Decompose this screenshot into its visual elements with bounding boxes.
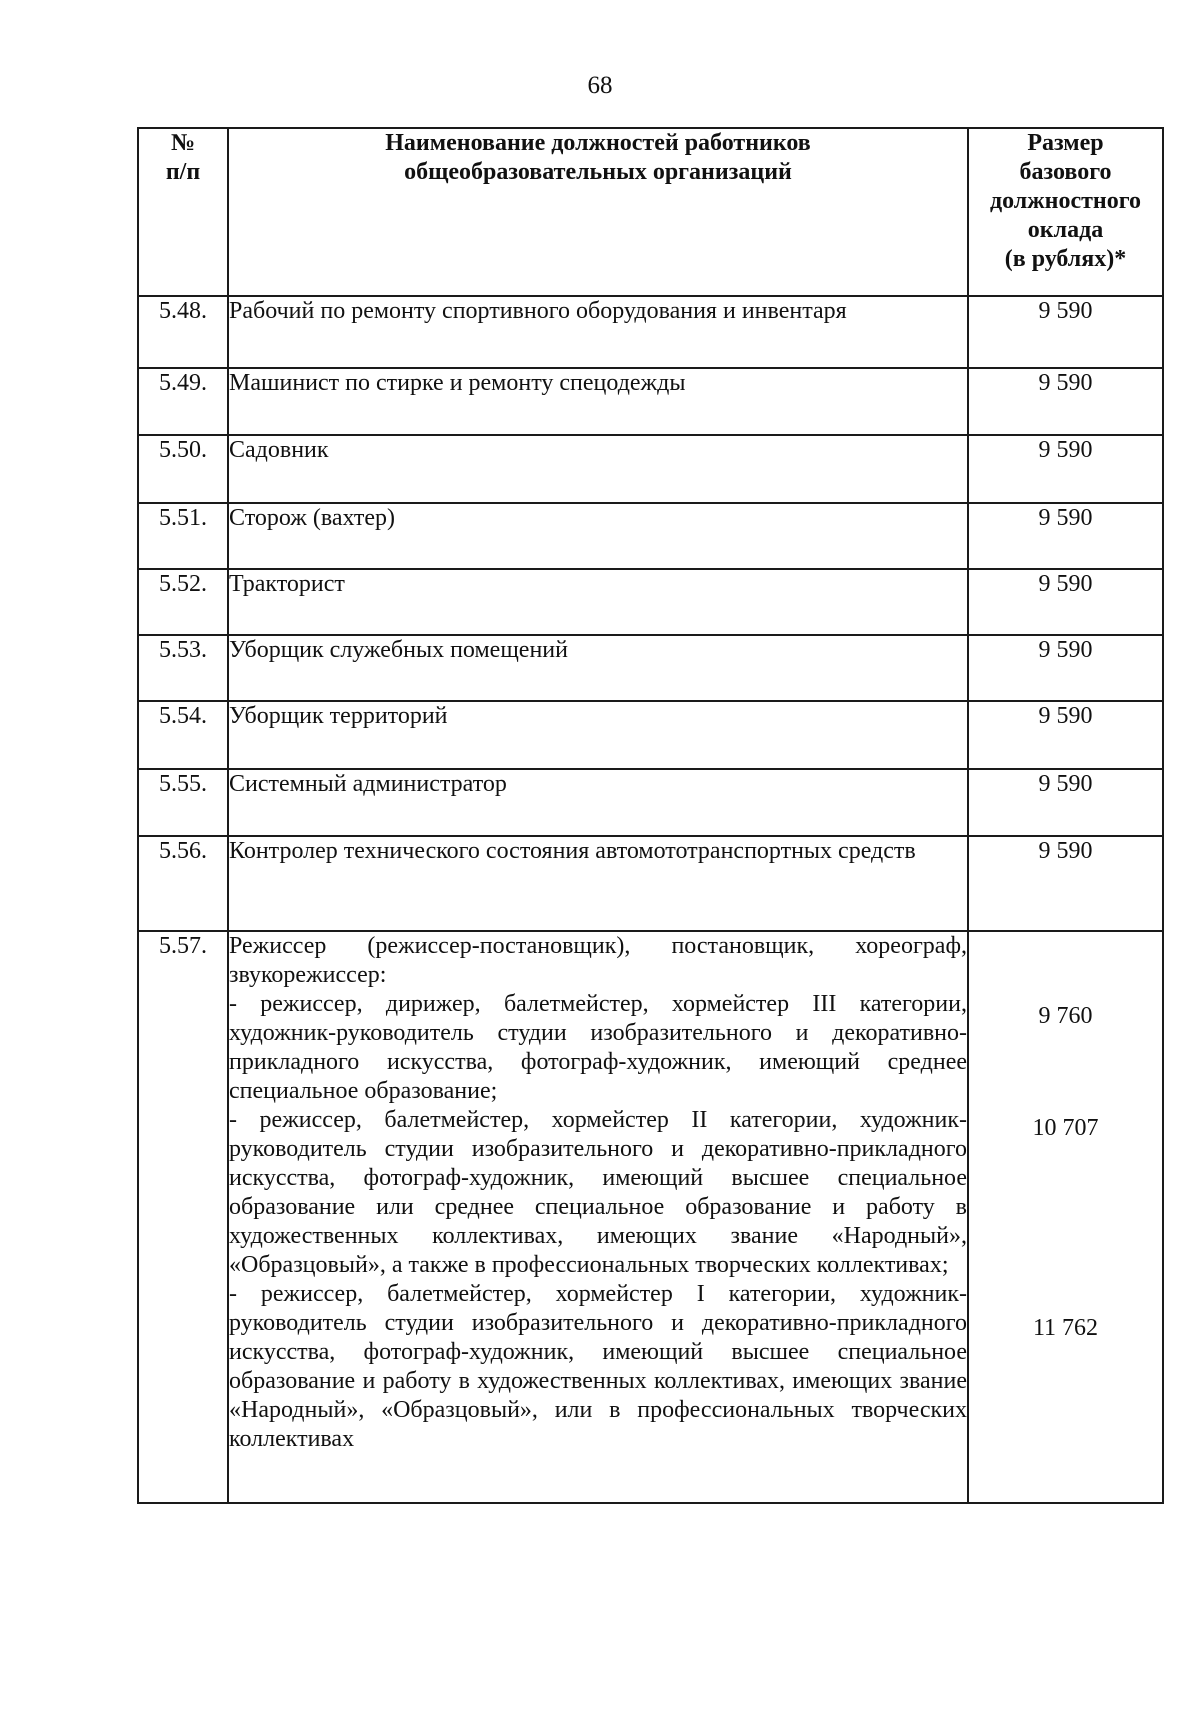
row-number: 5.49. (138, 368, 228, 435)
table-header-row (138, 128, 1163, 296)
page-number: 68 (587, 72, 613, 99)
position-group-intro: Режиссер (режиссер-постановщик), постановщик, хореограф, звукорежиссер: (229, 933, 967, 988)
position-subitem: - режиссер, балетмейстер, хормейстер II категории, художник-руководитель студии изобразительного и декоративно-прикладного искусства, фотограф-художник, имеющий высшее специальное образование или среднее специальное образование и работу в художественных коллективах, имеющих звание «Народный», «Образцовый», а также в профессиональных творческих коллективах; (229, 1107, 967, 1278)
row-number: 5.54. (138, 701, 228, 769)
row-salary: 9 760 (1038, 1003, 1093, 1029)
header-number (138, 128, 228, 296)
header-name-line: Наименование должностей работников (385, 130, 811, 156)
row-position-name: Сторож (вахтер) (228, 503, 968, 569)
table-row (138, 569, 1163, 635)
row-position-name: Уборщик служебных помещений (228, 635, 968, 701)
row-position-name: Уборщик территорий (228, 701, 968, 769)
header-salary-line: должностного (989, 188, 1142, 214)
row-salary: 9 590 (968, 701, 1163, 769)
row-number: 5.56. (138, 836, 228, 931)
row-position-name (228, 931, 968, 1503)
header-number-line: п/п (165, 159, 201, 185)
table-row (138, 701, 1163, 769)
row-position-name: Контролер технического состояния автомототранспортных средств (228, 836, 968, 931)
row-number: 5.48. (138, 296, 228, 368)
row-salary: 10 707 (1032, 1115, 1099, 1141)
header-position-name (228, 128, 968, 296)
row-number: 5.55. (138, 769, 228, 836)
header-salary-line: Размер (1027, 130, 1104, 156)
row-position-name: Садовник (228, 435, 968, 503)
table-row (138, 836, 1163, 931)
header-name-line: общеобразовательных организаций (404, 159, 792, 185)
row-salary: 11 762 (1032, 1315, 1099, 1341)
row-number: 5.57. (138, 931, 228, 1503)
row-position-name: Рабочий по ремонту спортивного оборудования и инвентаря (228, 296, 968, 368)
table-row (138, 296, 1163, 368)
row-salary: 9 590 (968, 435, 1163, 503)
header-salary-line: (в рублях)* (1004, 246, 1127, 272)
row-number: 5.50. (138, 435, 228, 503)
table-row (138, 769, 1163, 836)
row-position-name: Машинист по стирке и ремонту спецодежды (228, 368, 968, 435)
row-salary: 9 590 (968, 296, 1163, 368)
table-row (138, 435, 1163, 503)
row-number: 5.53. (138, 635, 228, 701)
row-salary: 9 590 (968, 836, 1163, 931)
table-row (138, 635, 1163, 701)
salary-table (137, 127, 1164, 1504)
table-row (138, 931, 1163, 1503)
row-salary: 9 590 (968, 635, 1163, 701)
header-salary-line: базового (1019, 159, 1112, 185)
row-salary: 9 590 (968, 368, 1163, 435)
row-position-name: Тракторист (228, 569, 968, 635)
row-salary: 9 590 (968, 569, 1163, 635)
position-subitem: - режиссер, балетмейстер, хормейстер I категории, художник-руководитель студии изобразительного и декоративно-прикладного искусства, фотограф-художник, имеющий высшее специальное образование и работу в художественных коллективах, имеющих звание «Народный», «Образцовый», или в профессиональных творческих коллективах (229, 1281, 967, 1452)
row-number: 5.52. (138, 569, 228, 635)
table-row (138, 503, 1163, 569)
table-row (138, 368, 1163, 435)
header-salary (968, 128, 1163, 296)
position-subitem: - режиссер, дирижер, балетмейстер, хормейстер III категории, художник-руководитель студии изобразительного и декоративно-прикладного искусства, фотограф-художник, имеющий среднее специальное образование; (229, 991, 967, 1104)
header-salary-line: оклада (1027, 217, 1104, 243)
header-number-line: № (170, 130, 196, 156)
row-salary-group (968, 931, 1163, 1503)
row-salary: 9 590 (968, 769, 1163, 836)
row-number: 5.51. (138, 503, 228, 569)
row-salary: 9 590 (968, 503, 1163, 569)
row-position-name: Системный администратор (228, 769, 968, 836)
